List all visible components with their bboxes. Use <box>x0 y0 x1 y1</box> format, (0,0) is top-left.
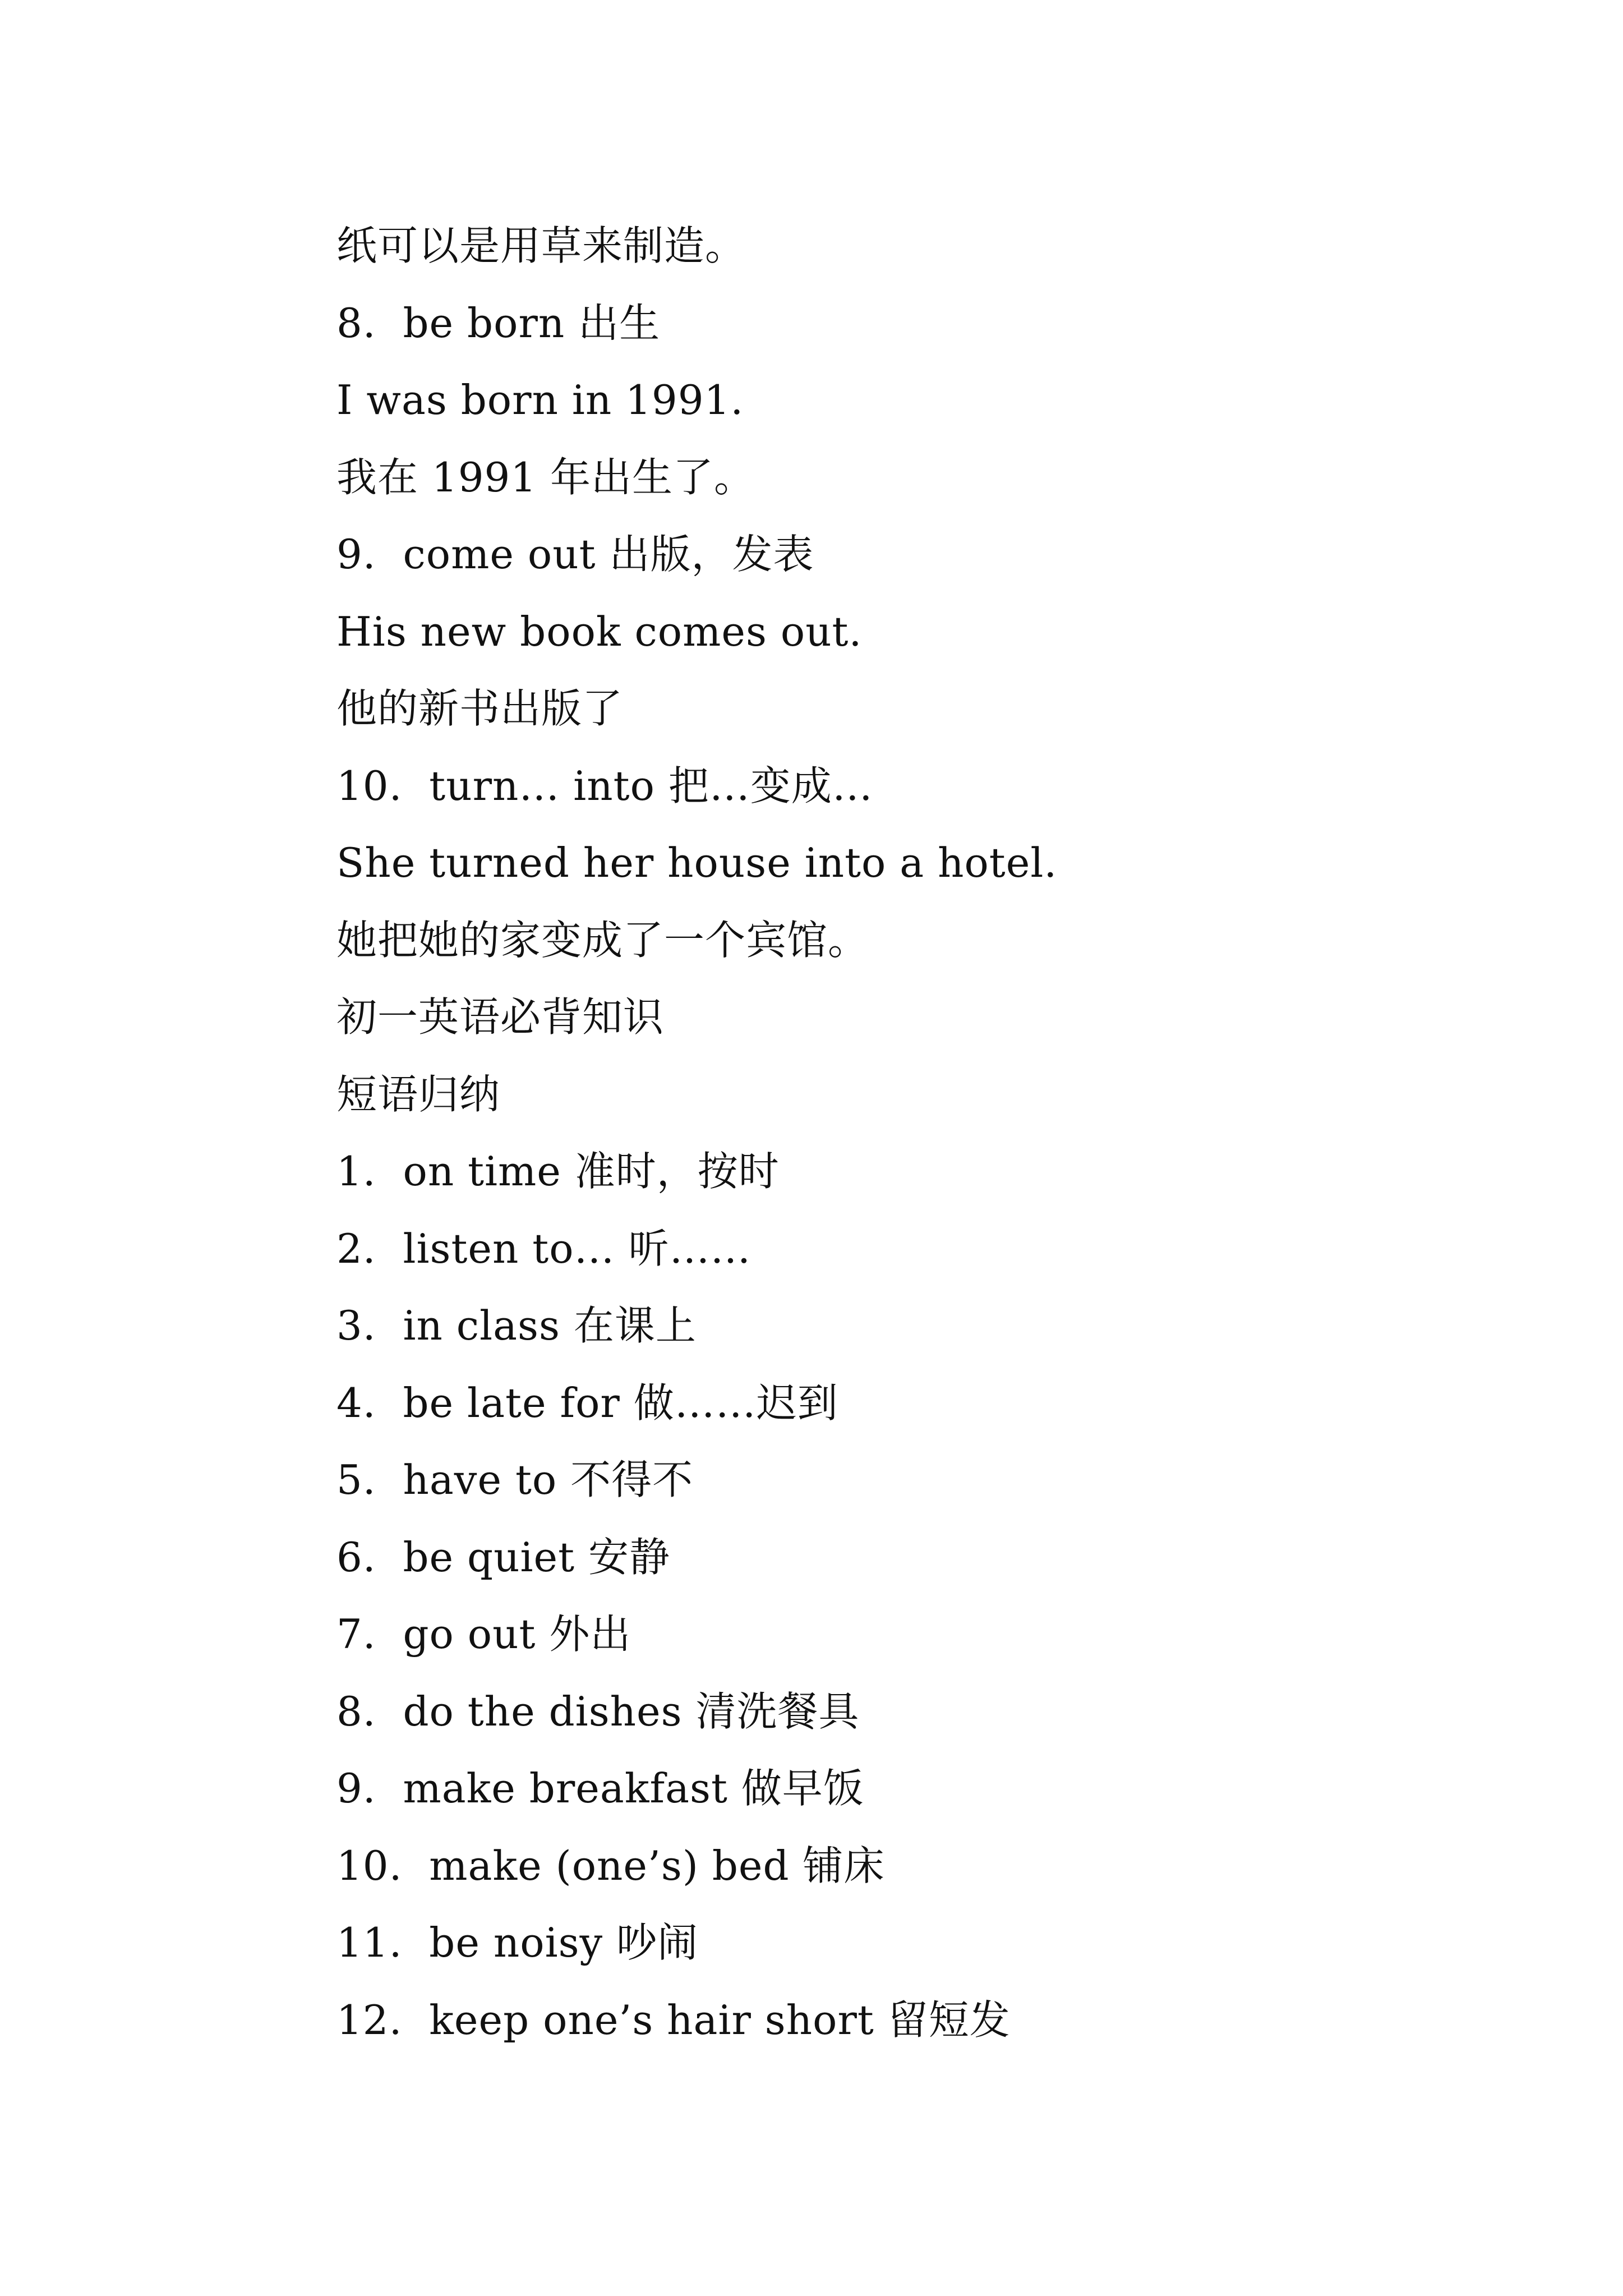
phrase-item: 2. listen to… 听…… <box>336 1225 751 1272</box>
phrase-item: 11. be noisy 吵闹 <box>336 1919 699 1966</box>
phrase-item: 7. go out 外出 <box>336 1611 631 1658</box>
section-heading: 初一英语必背知识 <box>336 993 665 1041</box>
phrase-item: 8. do the dishes 清洗餐具 <box>336 1687 860 1735</box>
text-line: 我在 1991 年出生了。 <box>336 453 755 501</box>
document-body <box>336 208 1514 2059</box>
phrase-item: 6. be quiet 安静 <box>336 1533 670 1581</box>
phrase-item: 9. make breakfast 做早饭 <box>336 1765 864 1812</box>
phrase-item: 5. have to 不得不 <box>336 1456 694 1503</box>
phrase-item: 4. be late for 做……迟到 <box>336 1379 838 1427</box>
text-line: His new book comes out. <box>336 608 863 655</box>
text-line: 她把她的家变成了一个宾馆。 <box>336 916 869 964</box>
phrase-item: 12. keep one’s hair short 留短发 <box>336 1996 1011 2044</box>
section-subheading: 短语归纳 <box>336 1070 501 1118</box>
text-line: 纸可以是用草来制造。 <box>336 222 746 269</box>
text-line: 他的新书出版了 <box>336 685 624 732</box>
text-line: 8. be born 出生 <box>336 299 661 347</box>
phrase-item: 10. make (one’s) bed 铺床 <box>336 1842 885 1889</box>
phrase-item: 3. in class 在课上 <box>336 1302 697 1349</box>
text-line: She turned her house into a hotel. <box>336 839 1058 886</box>
text-line: 10. turn… into 把…变成… <box>336 762 873 809</box>
text-line: I was born in 1991. <box>336 376 744 424</box>
text-line: 9. come out 出版，发表 <box>336 531 814 578</box>
phrase-item: 1. on time 准时，按时 <box>336 1148 780 1195</box>
